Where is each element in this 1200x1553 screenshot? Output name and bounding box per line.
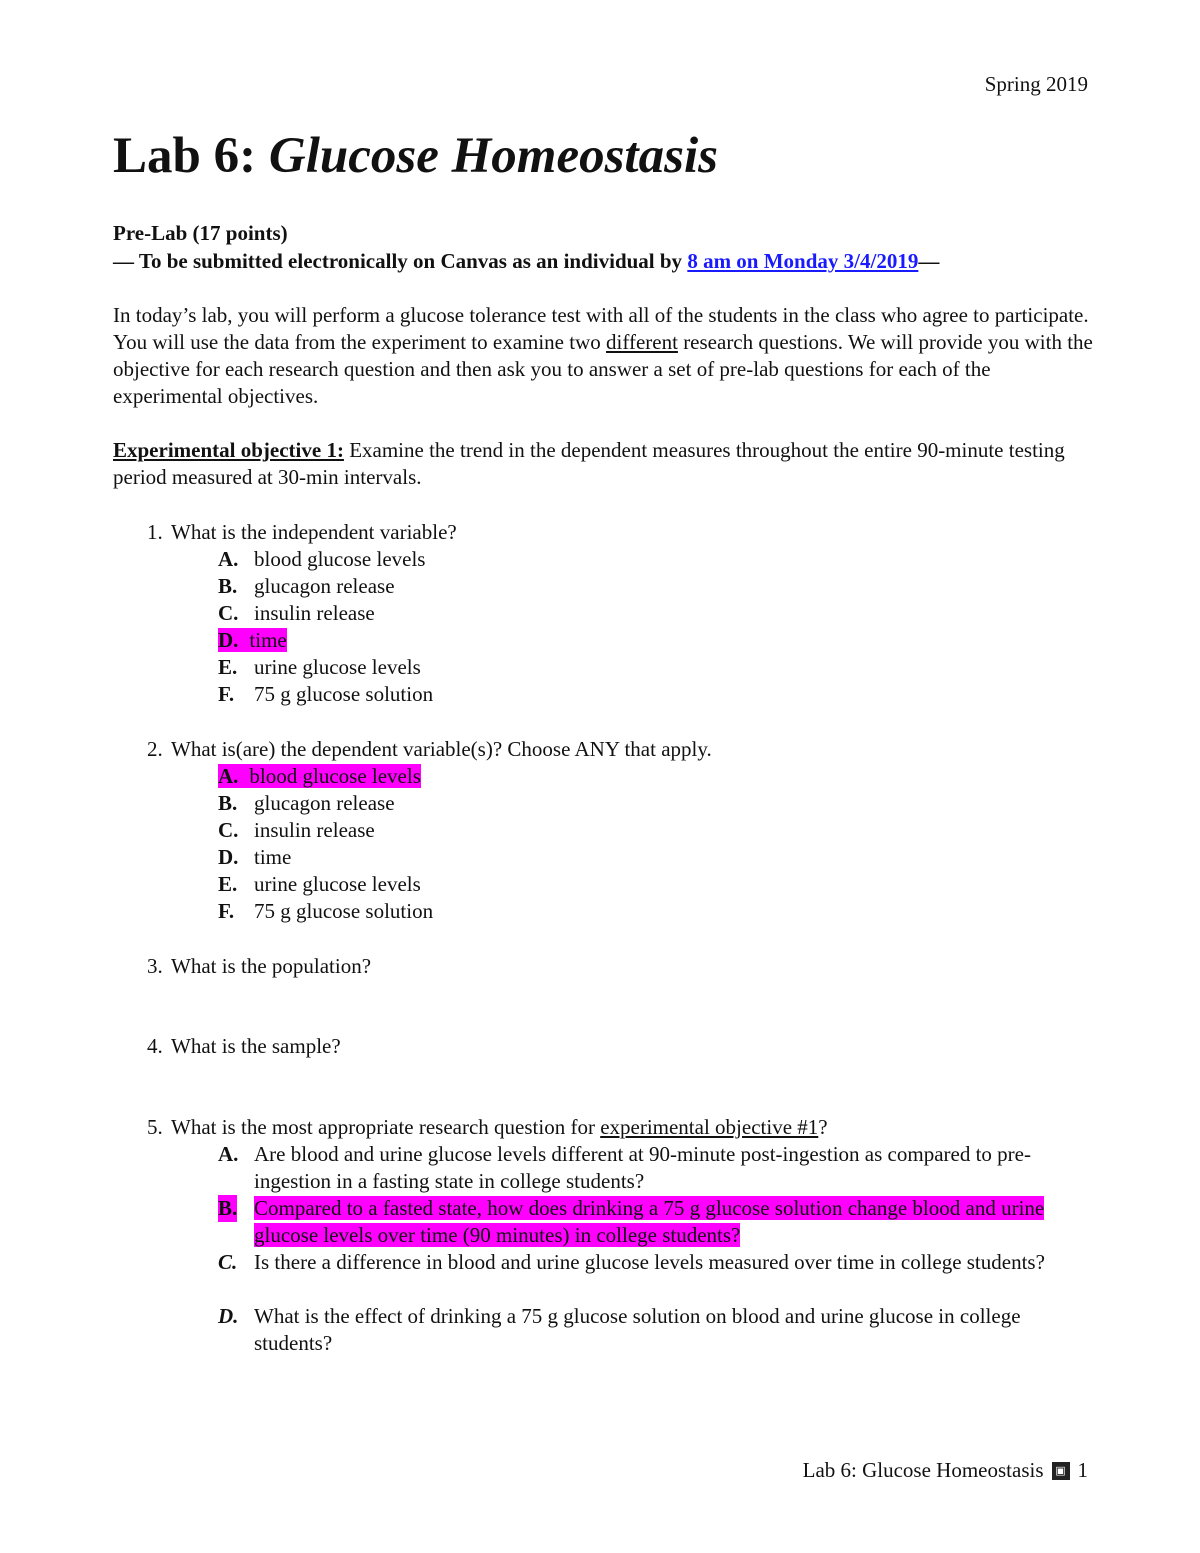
option-letter: D. bbox=[218, 845, 239, 869]
q1-option-a[interactable] bbox=[218, 546, 1088, 573]
question-suffix: ? bbox=[818, 1115, 828, 1139]
prelab-heading: Pre-Lab (17 points) bbox=[113, 221, 288, 245]
option-text: Is there a difference in blood and urine glucose levels measured over time in college students? bbox=[254, 1250, 1045, 1274]
objective-1-text: Examine the trend in the dependent measures throughout the entire 90-minute testing period measured at 30-min intervals. bbox=[113, 438, 1065, 489]
option-text: blood glucose levels bbox=[249, 764, 421, 788]
option-text: time bbox=[249, 628, 287, 652]
question-text: What is the independent variable? bbox=[171, 520, 457, 544]
objective-1 bbox=[113, 437, 1093, 491]
option-letter: B. bbox=[218, 1196, 238, 1220]
option-text: 75 g glucose solution bbox=[254, 899, 434, 923]
question-number: 4. bbox=[147, 1034, 163, 1058]
option-text: glucagon release bbox=[254, 791, 395, 815]
submission-prefix: –– To be submitted electronically on Canvas as an individual by bbox=[113, 249, 688, 273]
question-5 bbox=[147, 1114, 1097, 1141]
q2-option-b[interactable] bbox=[218, 790, 1088, 817]
question-number: 2. bbox=[147, 737, 163, 761]
option-letter: C. bbox=[218, 601, 239, 625]
submission-suffix: –– bbox=[918, 249, 940, 273]
submission-note bbox=[113, 248, 1093, 275]
option-text: urine glucose levels bbox=[254, 872, 421, 896]
option-letter: F. bbox=[218, 682, 235, 706]
page-footer bbox=[803, 1458, 1088, 1483]
option-text: blood glucose levels bbox=[254, 547, 426, 571]
option-letter: A. bbox=[218, 764, 239, 788]
option-letter: E. bbox=[218, 872, 238, 896]
q1-option-f[interactable] bbox=[218, 681, 1088, 708]
question-text: What is the most appropriate research question for bbox=[171, 1115, 601, 1139]
question-underlined: experimental objective #1 bbox=[600, 1115, 819, 1139]
q5-option-c[interactable] bbox=[218, 1249, 1098, 1276]
page-title bbox=[113, 128, 718, 184]
option-text: insulin release bbox=[254, 818, 375, 842]
option-text: glucagon release bbox=[254, 574, 395, 598]
q5-option-a[interactable] bbox=[218, 1141, 1098, 1195]
q2-option-d[interactable] bbox=[218, 844, 1088, 871]
option-letter: C. bbox=[218, 818, 239, 842]
intro-paragraph bbox=[113, 302, 1093, 410]
q5-option-d[interactable] bbox=[218, 1303, 1098, 1357]
q1-option-b[interactable] bbox=[218, 573, 1088, 600]
q2-option-e[interactable] bbox=[218, 871, 1088, 898]
page-icon: ▣ bbox=[1052, 1462, 1070, 1480]
question-text: What is(are) the dependent variable(s)? Choose ANY that apply. bbox=[171, 737, 712, 761]
option-letter: A. bbox=[218, 547, 239, 571]
question-number: 5. bbox=[147, 1115, 163, 1139]
q1-option-d-selected[interactable] bbox=[218, 627, 1088, 654]
objective-1-label: Experimental objective 1: bbox=[113, 438, 344, 462]
footer-label: Lab 6: Glucose Homeostasis bbox=[802, 1458, 1044, 1482]
option-letter: E. bbox=[218, 655, 238, 679]
option-text: What is the effect of drinking a 75 g glucose solution on blood and urine glucose in college students? bbox=[254, 1304, 1021, 1355]
title-prefix: Lab 6: bbox=[113, 128, 269, 184]
q2-option-c[interactable] bbox=[218, 817, 1088, 844]
question-text: What is the population? bbox=[171, 954, 372, 978]
option-letter: F. bbox=[218, 899, 235, 923]
option-text: time bbox=[254, 845, 292, 869]
question-number: 3. bbox=[147, 954, 163, 978]
option-letter: A. bbox=[218, 1142, 239, 1166]
question-3 bbox=[147, 953, 1097, 980]
intro-underlined: different bbox=[606, 330, 678, 354]
option-letter: B. bbox=[218, 791, 238, 815]
option-letter: D. bbox=[218, 1304, 239, 1328]
q1-option-e[interactable] bbox=[218, 654, 1088, 681]
title-italic: Glucose Homeostasis bbox=[268, 128, 718, 184]
intro-text-1: In today’s lab, you will perform a glucose tolerance test with all of the students in the class who agree to participate. You will use the data from the experiment to examine two bbox=[113, 303, 1089, 354]
q5-option-b-selected[interactable] bbox=[218, 1195, 1098, 1249]
option-text: Are blood and urine glucose levels different at 90-minute post-ingestion as compared to pre-ingestion in a fasting state in college students? bbox=[254, 1142, 1031, 1193]
intro-text-2: research questions. We will provide you with the objective for each research question and then ask you to answer a set of pre-lab questions for each of the experimental objectives. bbox=[113, 330, 1093, 408]
option-letter: B. bbox=[218, 574, 238, 598]
q1-option-c[interactable] bbox=[218, 600, 1088, 627]
question-text: What is the sample? bbox=[171, 1034, 341, 1058]
option-letter: D. bbox=[218, 628, 239, 652]
semester-label: Spring 2019 bbox=[984, 72, 1088, 96]
option-text: Compared to a fasted state, how does drinking a 75 g glucose solution change blood and urine glucose levels over time (90 minutes) in college students? bbox=[254, 1196, 1045, 1247]
option-text: insulin release bbox=[254, 601, 375, 625]
q2-option-a-selected[interactable] bbox=[218, 763, 1088, 790]
option-text: urine glucose levels bbox=[254, 655, 421, 679]
q2-option-f[interactable] bbox=[218, 898, 1088, 925]
option-letter: C. bbox=[218, 1250, 238, 1274]
question-number: 1. bbox=[147, 520, 163, 544]
question-4 bbox=[147, 1033, 1097, 1060]
option-text: 75 g glucose solution bbox=[254, 682, 434, 706]
question-1 bbox=[147, 519, 1097, 546]
page-number: 1 bbox=[1077, 1458, 1088, 1482]
option-text-wrap bbox=[254, 1195, 1098, 1249]
question-2 bbox=[147, 736, 1097, 763]
deadline-link[interactable]: 8 am on Monday 3/4/2019 bbox=[687, 249, 919, 273]
